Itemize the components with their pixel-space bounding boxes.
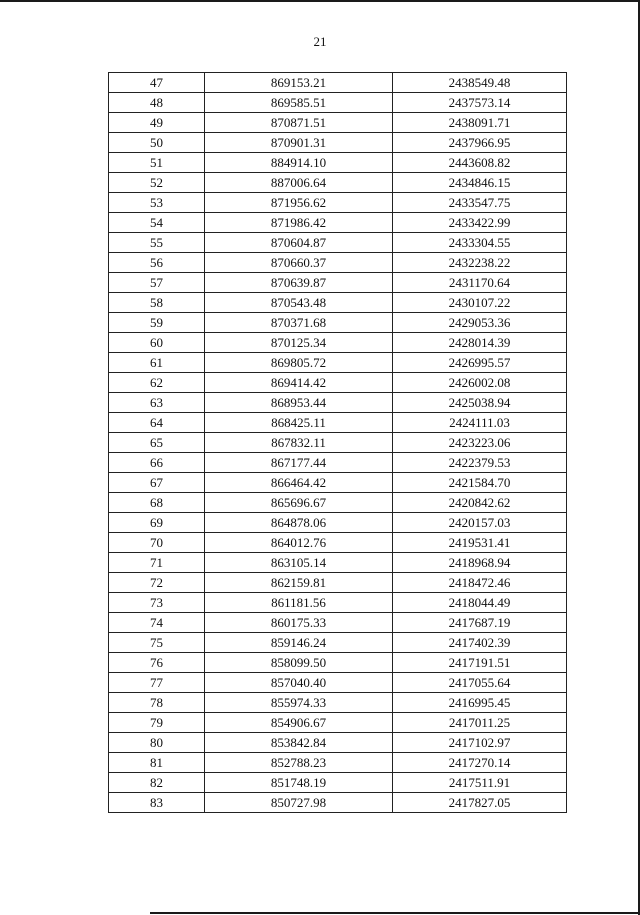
y-coordinate-cell: 2417191.51: [393, 653, 567, 673]
x-coordinate-cell: 857040.40: [205, 673, 393, 693]
x-coordinate-cell: 866464.42: [205, 473, 393, 493]
table-row: [109, 633, 567, 653]
x-coordinate-cell: 870901.31: [205, 133, 393, 153]
x-coordinate-cell: 870639.87: [205, 273, 393, 293]
x-coordinate-cell: 854906.67: [205, 713, 393, 733]
y-coordinate-cell: 2423223.06: [393, 433, 567, 453]
point-number-cell: 50: [109, 133, 205, 153]
table-row: [109, 213, 567, 233]
x-coordinate-cell: 864878.06: [205, 513, 393, 533]
point-number-cell: 69: [109, 513, 205, 533]
x-coordinate-cell: 870125.34: [205, 333, 393, 353]
y-coordinate-cell: 2438549.48: [393, 73, 567, 93]
y-coordinate-cell: 2420842.62: [393, 493, 567, 513]
table-row: [109, 613, 567, 633]
table-row: [109, 513, 567, 533]
table-row: [109, 593, 567, 613]
y-coordinate-cell: 2429053.36: [393, 313, 567, 333]
y-coordinate-cell: 2421584.70: [393, 473, 567, 493]
x-coordinate-cell: 869585.51: [205, 93, 393, 113]
table-row: [109, 713, 567, 733]
y-coordinate-cell: 2416995.45: [393, 693, 567, 713]
x-coordinate-cell: 861181.56: [205, 593, 393, 613]
y-coordinate-cell: 2437966.95: [393, 133, 567, 153]
y-coordinate-cell: 2418968.94: [393, 553, 567, 573]
y-coordinate-cell: 2426995.57: [393, 353, 567, 373]
y-coordinate-cell: 2417102.97: [393, 733, 567, 753]
y-coordinate-cell: 2426002.08: [393, 373, 567, 393]
y-coordinate-cell: 2417270.14: [393, 753, 567, 773]
x-coordinate-cell: 869805.72: [205, 353, 393, 373]
table-row: [109, 113, 567, 133]
y-coordinate-cell: 2417827.05: [393, 793, 567, 813]
table-row: [109, 293, 567, 313]
point-number-cell: 65: [109, 433, 205, 453]
y-coordinate-cell: 2425038.94: [393, 393, 567, 413]
table-row: [109, 653, 567, 673]
y-coordinate-cell: 2437573.14: [393, 93, 567, 113]
table-row: [109, 253, 567, 273]
table-row: [109, 313, 567, 333]
table-row: [109, 473, 567, 493]
point-number-cell: 52: [109, 173, 205, 193]
y-coordinate-cell: 2434846.15: [393, 173, 567, 193]
x-coordinate-cell: 869414.42: [205, 373, 393, 393]
point-number-cell: 63: [109, 393, 205, 413]
point-number-cell: 83: [109, 793, 205, 813]
table-row: [109, 753, 567, 773]
table-row: [109, 393, 567, 413]
y-coordinate-cell: 2433422.99: [393, 213, 567, 233]
table-row: [109, 793, 567, 813]
y-coordinate-cell: 2418472.46: [393, 573, 567, 593]
x-coordinate-cell: 853842.84: [205, 733, 393, 753]
point-number-cell: 79: [109, 713, 205, 733]
coordinate-table-body: [109, 73, 567, 813]
x-coordinate-cell: 851748.19: [205, 773, 393, 793]
y-coordinate-cell: 2417511.91: [393, 773, 567, 793]
point-number-cell: 81: [109, 753, 205, 773]
table-row: [109, 133, 567, 153]
point-number-cell: 76: [109, 653, 205, 673]
x-coordinate-cell: 871956.62: [205, 193, 393, 213]
point-number-cell: 62: [109, 373, 205, 393]
point-number-cell: 55: [109, 233, 205, 253]
y-coordinate-cell: 2438091.71: [393, 113, 567, 133]
point-number-cell: 82: [109, 773, 205, 793]
table-row: [109, 193, 567, 213]
point-number-cell: 66: [109, 453, 205, 473]
point-number-cell: 56: [109, 253, 205, 273]
y-coordinate-cell: 2432238.22: [393, 253, 567, 273]
point-number-cell: 61: [109, 353, 205, 373]
point-number-cell: 57: [109, 273, 205, 293]
x-coordinate-cell: 869153.21: [205, 73, 393, 93]
x-coordinate-cell: 860175.33: [205, 613, 393, 633]
x-coordinate-cell: 870543.48: [205, 293, 393, 313]
point-number-cell: 78: [109, 693, 205, 713]
y-coordinate-cell: 2419531.41: [393, 533, 567, 553]
point-number-cell: 49: [109, 113, 205, 133]
table-row: [109, 673, 567, 693]
point-number-cell: 73: [109, 593, 205, 613]
scan-border-bottom: [150, 912, 638, 914]
table-row: [109, 333, 567, 353]
page-number: 21: [313, 34, 327, 49]
x-coordinate-cell: 855974.33: [205, 693, 393, 713]
table-row: [109, 173, 567, 193]
y-coordinate-cell: 2417011.25: [393, 713, 567, 733]
x-coordinate-cell: 887006.64: [205, 173, 393, 193]
y-coordinate-cell: 2417055.64: [393, 673, 567, 693]
y-coordinate-cell: 2428014.39: [393, 333, 567, 353]
table-row: [109, 453, 567, 473]
x-coordinate-cell: 859146.24: [205, 633, 393, 653]
x-coordinate-cell: 871986.42: [205, 213, 393, 233]
table-row: [109, 153, 567, 173]
y-coordinate-cell: 2433304.55: [393, 233, 567, 253]
table-row: [109, 433, 567, 453]
x-coordinate-cell: 884914.10: [205, 153, 393, 173]
y-coordinate-cell: 2424111.03: [393, 413, 567, 433]
table-row: [109, 493, 567, 513]
x-coordinate-cell: 863105.14: [205, 553, 393, 573]
table-row: [109, 573, 567, 593]
table-row: [109, 93, 567, 113]
table-row: [109, 73, 567, 93]
y-coordinate-cell: 2418044.49: [393, 593, 567, 613]
point-number-cell: 70: [109, 533, 205, 553]
y-coordinate-cell: 2422379.53: [393, 453, 567, 473]
table-row: [109, 353, 567, 373]
x-coordinate-cell: 868953.44: [205, 393, 393, 413]
x-coordinate-cell: 870371.68: [205, 313, 393, 333]
x-coordinate-cell: 850727.98: [205, 793, 393, 813]
scan-border-top: [0, 0, 640, 2]
coordinate-table: [108, 72, 567, 813]
point-number-cell: 71: [109, 553, 205, 573]
point-number-cell: 59: [109, 313, 205, 333]
table-row: [109, 273, 567, 293]
point-number-cell: 48: [109, 93, 205, 113]
point-number-cell: 67: [109, 473, 205, 493]
point-number-cell: 72: [109, 573, 205, 593]
table-row: [109, 413, 567, 433]
table-row: [109, 733, 567, 753]
x-coordinate-cell: 864012.76: [205, 533, 393, 553]
y-coordinate-cell: 2433547.75: [393, 193, 567, 213]
y-coordinate-cell: 2420157.03: [393, 513, 567, 533]
y-coordinate-cell: 2430107.22: [393, 293, 567, 313]
point-number-cell: 80: [109, 733, 205, 753]
y-coordinate-cell: 2417687.19: [393, 613, 567, 633]
point-number-cell: 75: [109, 633, 205, 653]
point-number-cell: 77: [109, 673, 205, 693]
point-number-cell: 60: [109, 333, 205, 353]
y-coordinate-cell: 2431170.64: [393, 273, 567, 293]
x-coordinate-cell: 870871.51: [205, 113, 393, 133]
point-number-cell: 47: [109, 73, 205, 93]
point-number-cell: 54: [109, 213, 205, 233]
table-row: [109, 693, 567, 713]
table-row: [109, 233, 567, 253]
table-row: [109, 553, 567, 573]
y-coordinate-cell: 2443608.82: [393, 153, 567, 173]
point-number-cell: 64: [109, 413, 205, 433]
x-coordinate-cell: 870604.87: [205, 233, 393, 253]
x-coordinate-cell: 852788.23: [205, 753, 393, 773]
point-number-cell: 68: [109, 493, 205, 513]
x-coordinate-cell: 865696.67: [205, 493, 393, 513]
x-coordinate-cell: 868425.11: [205, 413, 393, 433]
point-number-cell: 58: [109, 293, 205, 313]
point-number-cell: 74: [109, 613, 205, 633]
point-number-cell: 53: [109, 193, 205, 213]
x-coordinate-cell: 858099.50: [205, 653, 393, 673]
x-coordinate-cell: 870660.37: [205, 253, 393, 273]
x-coordinate-cell: 862159.81: [205, 573, 393, 593]
table-row: [109, 773, 567, 793]
x-coordinate-cell: 867832.11: [205, 433, 393, 453]
y-coordinate-cell: 2417402.39: [393, 633, 567, 653]
table-row: [109, 533, 567, 553]
x-coordinate-cell: 867177.44: [205, 453, 393, 473]
table-row: [109, 373, 567, 393]
point-number-cell: 51: [109, 153, 205, 173]
